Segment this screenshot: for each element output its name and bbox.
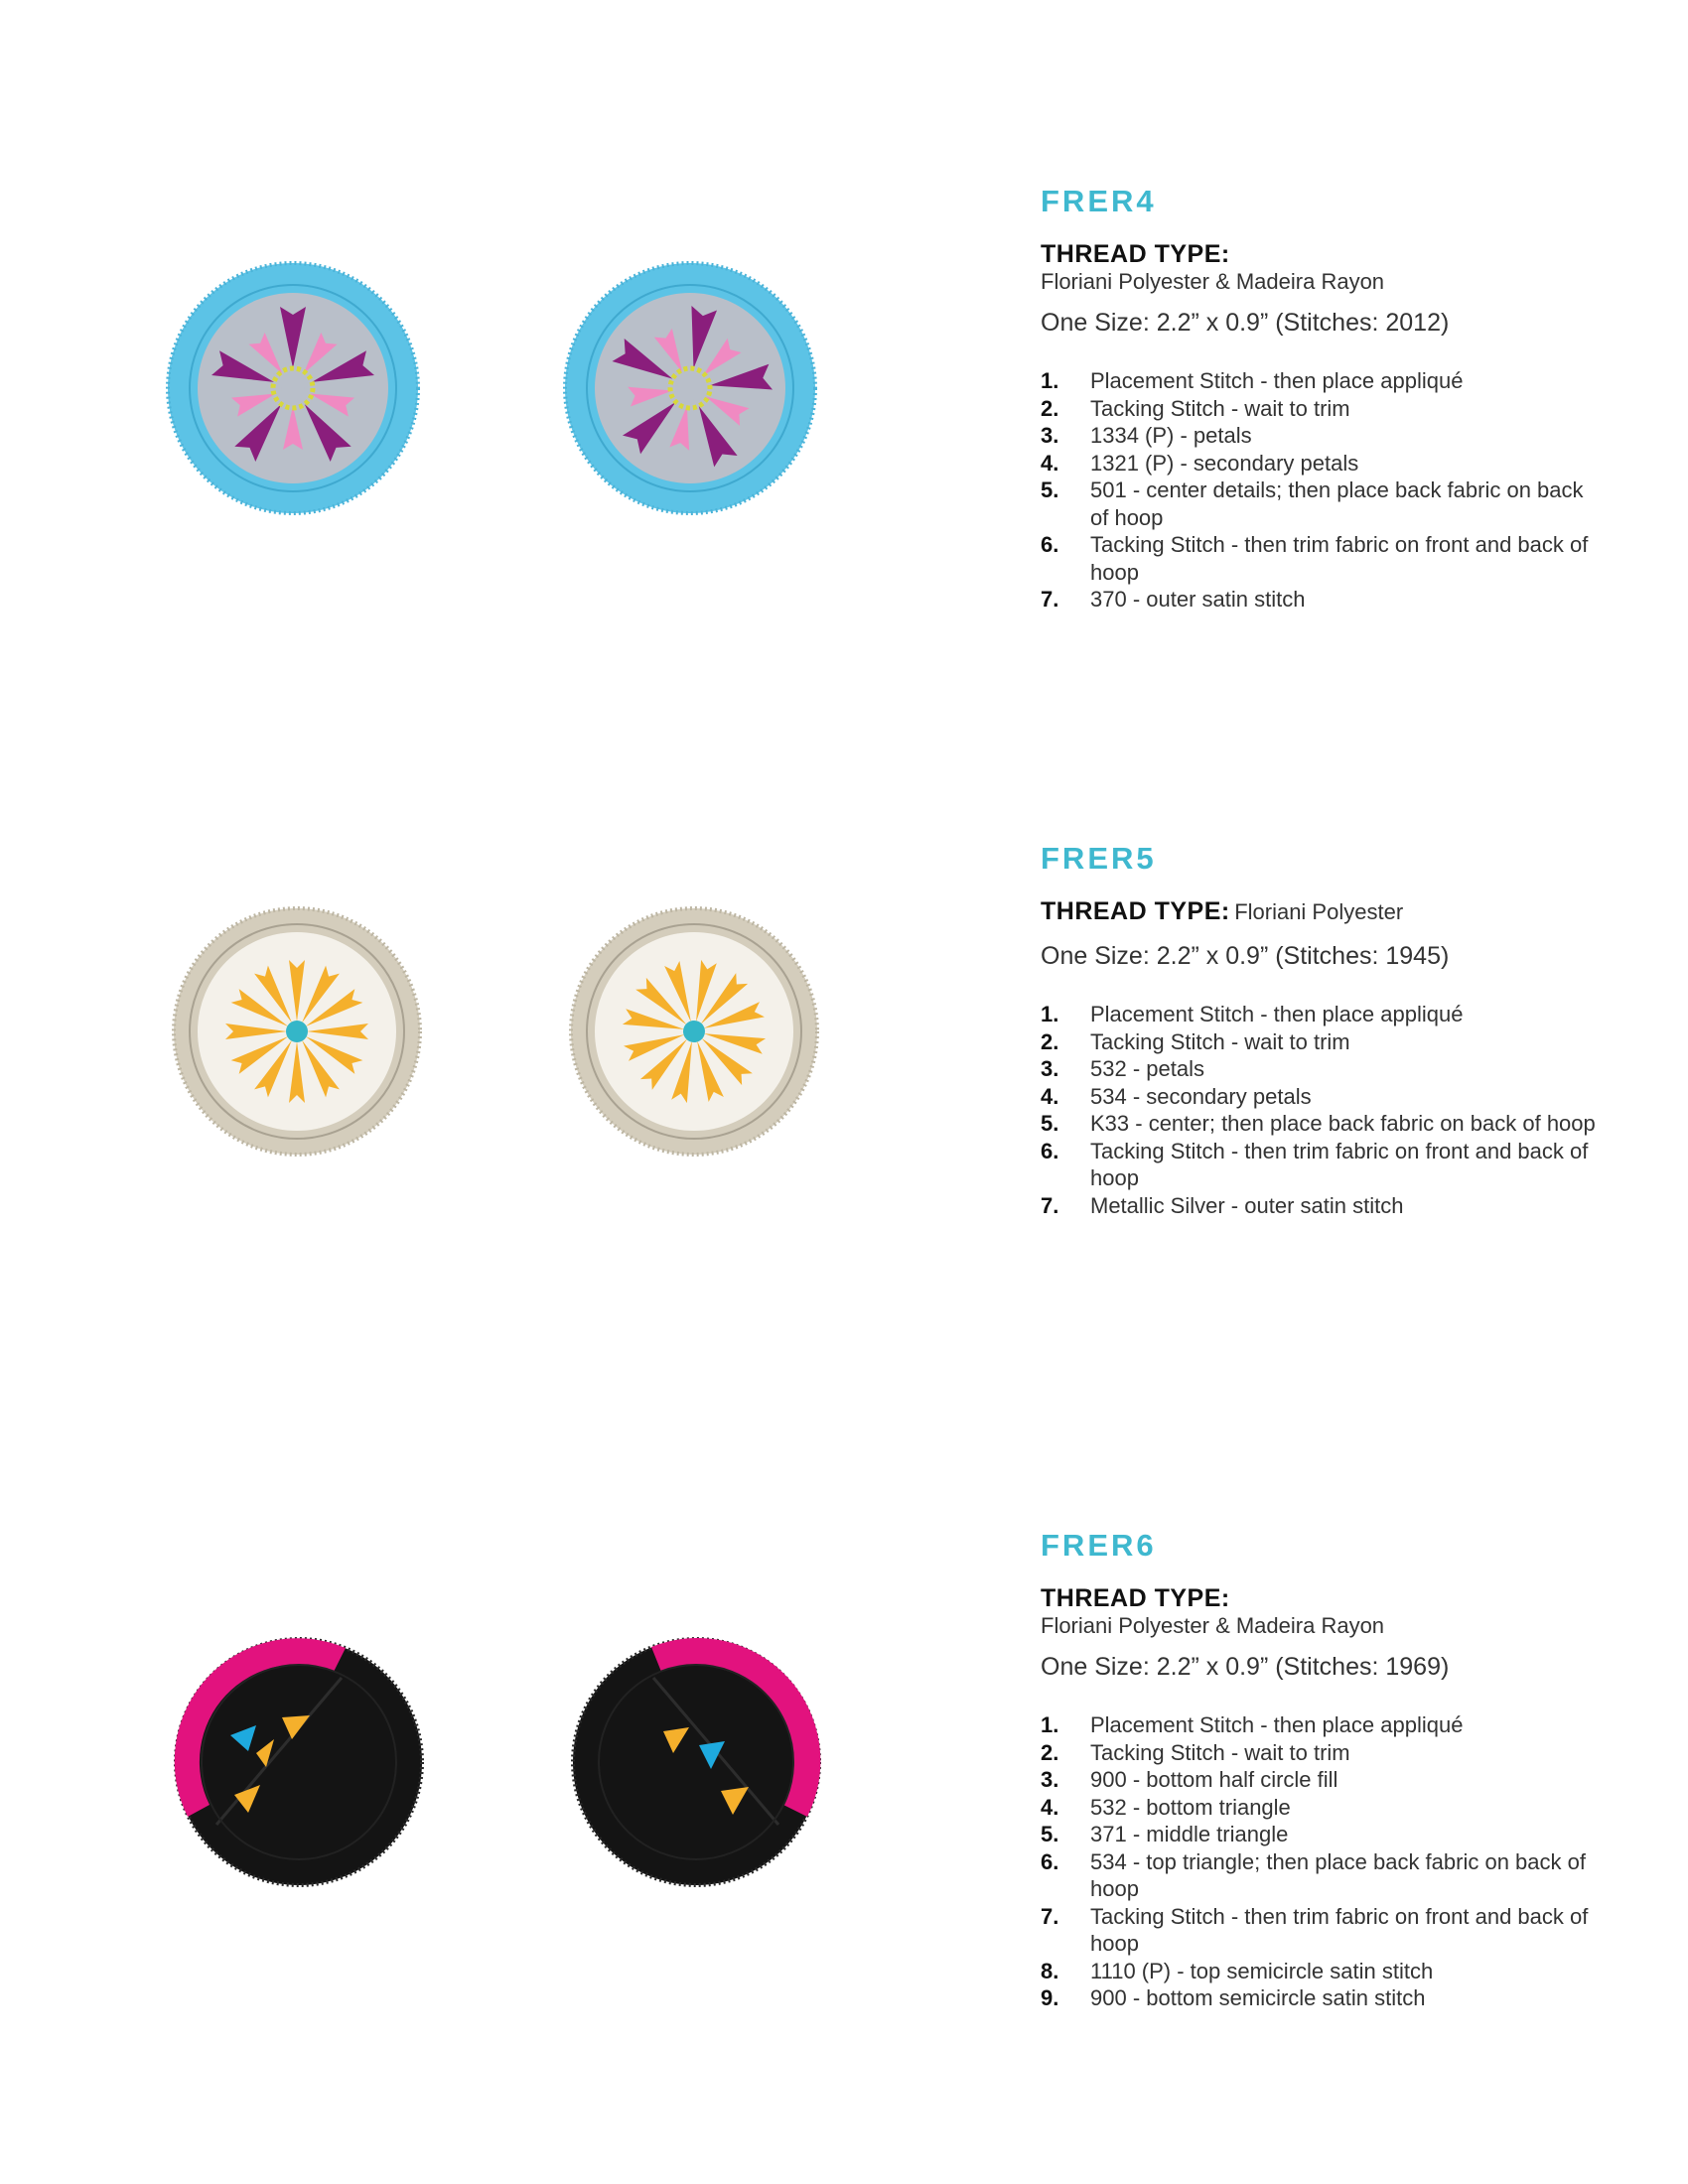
thread-type-value: Floriani Polyester & Madeira Rayon — [1041, 269, 1385, 294]
step-number: 1. — [1041, 1712, 1059, 1737]
list-item — [1041, 1794, 1597, 1822]
step-text: Metallic Silver - outer satin stitch — [1090, 1192, 1404, 1218]
list-item — [1041, 1711, 1597, 1739]
list-item — [1041, 1055, 1597, 1083]
list-item — [1041, 531, 1597, 586]
step-number: 2. — [1041, 1739, 1059, 1765]
list-item — [1041, 1083, 1597, 1111]
step-text: Tacking Stitch - then trim fabric on front and back of hoop — [1090, 1138, 1589, 1190]
step-text: 532 - bottom triangle — [1090, 1794, 1291, 1820]
step-text: 1334 (P) - petals — [1090, 423, 1252, 448]
step-text: 534 - secondary petals — [1090, 1083, 1312, 1109]
thread-type-value: Floriani Polyester & Madeira Rayon — [1041, 1613, 1385, 1638]
flower-patch-icon — [159, 254, 427, 522]
step-number: 3. — [1041, 1056, 1059, 1081]
thread-type-label: THREAD TYPE: — [1041, 897, 1230, 925]
list-item — [1041, 1192, 1597, 1220]
earring-photo-right — [560, 897, 828, 1165]
list-item — [1041, 1739, 1597, 1767]
step-text: 900 - bottom half circle fill — [1090, 1767, 1338, 1792]
split-circle-patch-icon — [562, 1628, 830, 1896]
step-number: 4. — [1041, 450, 1059, 476]
daisy-patch-icon — [163, 897, 431, 1165]
step-number: 6. — [1041, 1138, 1059, 1163]
thread-type-value: Floriani Polyester — [1234, 899, 1404, 924]
step-text: Tacking Stitch - wait to trim — [1090, 395, 1350, 421]
step-number: 5. — [1041, 1822, 1059, 1846]
list-item — [1041, 1110, 1597, 1138]
list-item — [1041, 1766, 1597, 1794]
product-code: FRER6 — [1041, 1528, 1157, 1563]
step-number: 4. — [1041, 1794, 1059, 1820]
step-number: 4. — [1041, 1083, 1059, 1109]
list-item — [1041, 1028, 1597, 1056]
step-number: 5. — [1041, 478, 1059, 502]
step-text: Placement Stitch - then place appliqué — [1090, 1712, 1464, 1737]
list-item — [1041, 586, 1597, 614]
step-number: 1. — [1041, 368, 1059, 393]
thread-type-label: THREAD TYPE: — [1041, 240, 1230, 268]
step-text: 1321 (P) - secondary petals — [1090, 450, 1359, 476]
size-info: One Size: 2.2” x 0.9” (Stitches: 2012) — [1041, 309, 1450, 337]
step-number: 5. — [1041, 1111, 1059, 1136]
thread-type — [1041, 897, 1597, 929]
steps-list — [1041, 367, 1597, 614]
step-number: 3. — [1041, 1767, 1059, 1792]
step-number: 2. — [1041, 395, 1059, 421]
thread-type — [1041, 1584, 1597, 1640]
earring-photo-left — [163, 897, 431, 1165]
step-number: 9. — [1041, 1985, 1059, 2010]
thread-type — [1041, 240, 1597, 296]
step-text: K33 - center; then place back fabric on back of hoop — [1090, 1111, 1596, 1136]
list-item — [1041, 1984, 1597, 2012]
step-text: Placement Stitch - then place appliqué — [1090, 1002, 1464, 1026]
step-text: 370 - outer satin stitch — [1090, 587, 1306, 612]
list-item — [1041, 1821, 1597, 1848]
step-number: 6. — [1041, 1848, 1059, 1874]
list-item — [1041, 1848, 1597, 1903]
thread-type-label: THREAD TYPE: — [1041, 1584, 1230, 1612]
daisy-patch-icon — [560, 897, 828, 1165]
product-code: FRER4 — [1041, 184, 1157, 218]
step-text: 371 - middle triangle — [1090, 1822, 1289, 1846]
step-text: 1110 (P) - top semicircle satin stitch — [1090, 1958, 1434, 1983]
split-circle-patch-icon — [165, 1628, 433, 1896]
step-number: 7. — [1041, 587, 1059, 612]
list-item — [1041, 1138, 1597, 1192]
product-info-frer5 — [1041, 842, 1597, 1219]
step-number: 6. — [1041, 532, 1059, 557]
step-text: Tacking Stitch - then trim fabric on front and back of hoop — [1090, 532, 1589, 585]
earring-photo-left — [159, 254, 427, 522]
steps-list — [1041, 1711, 1597, 2012]
step-number: 1. — [1041, 1002, 1059, 1026]
step-text: 501 - center details; then place back fabric on back of hoop — [1090, 478, 1584, 530]
step-text: Tacking Stitch - then trim fabric on front and back of hoop — [1090, 1903, 1589, 1956]
step-number: 8. — [1041, 1958, 1059, 1983]
step-text: Tacking Stitch - wait to trim — [1090, 1739, 1350, 1765]
list-item — [1041, 450, 1597, 478]
list-item — [1041, 477, 1597, 531]
step-text: Placement Stitch - then place appliqué — [1090, 368, 1464, 393]
list-item — [1041, 1958, 1597, 1985]
list-item — [1041, 1903, 1597, 1958]
list-item — [1041, 422, 1597, 450]
size-info: One Size: 2.2” x 0.9” (Stitches: 1969) — [1041, 1653, 1450, 1681]
earring-photo-right — [562, 1628, 830, 1896]
flower-patch-icon — [556, 254, 824, 522]
step-number: 3. — [1041, 423, 1059, 448]
product-info-frer4 — [1041, 185, 1597, 614]
list-item — [1041, 395, 1597, 423]
step-text: Tacking Stitch - wait to trim — [1090, 1028, 1350, 1054]
list-item — [1041, 1001, 1597, 1028]
step-text: 534 - top triangle; then place back fabric on back of hoop — [1090, 1848, 1586, 1901]
list-item — [1041, 367, 1597, 395]
size-info: One Size: 2.2” x 0.9” (Stitches: 1945) — [1041, 942, 1450, 970]
product-info-frer6 — [1041, 1529, 1597, 2012]
product-code: FRER5 — [1041, 841, 1157, 876]
step-text: 900 - bottom semicircle satin stitch — [1090, 1985, 1426, 2010]
earring-photo-right — [556, 254, 824, 522]
step-text: 532 - petals — [1090, 1056, 1204, 1081]
earring-photo-left — [165, 1628, 433, 1896]
step-number: 7. — [1041, 1192, 1059, 1218]
step-number: 7. — [1041, 1903, 1059, 1929]
steps-list — [1041, 1001, 1597, 1219]
step-number: 2. — [1041, 1028, 1059, 1054]
